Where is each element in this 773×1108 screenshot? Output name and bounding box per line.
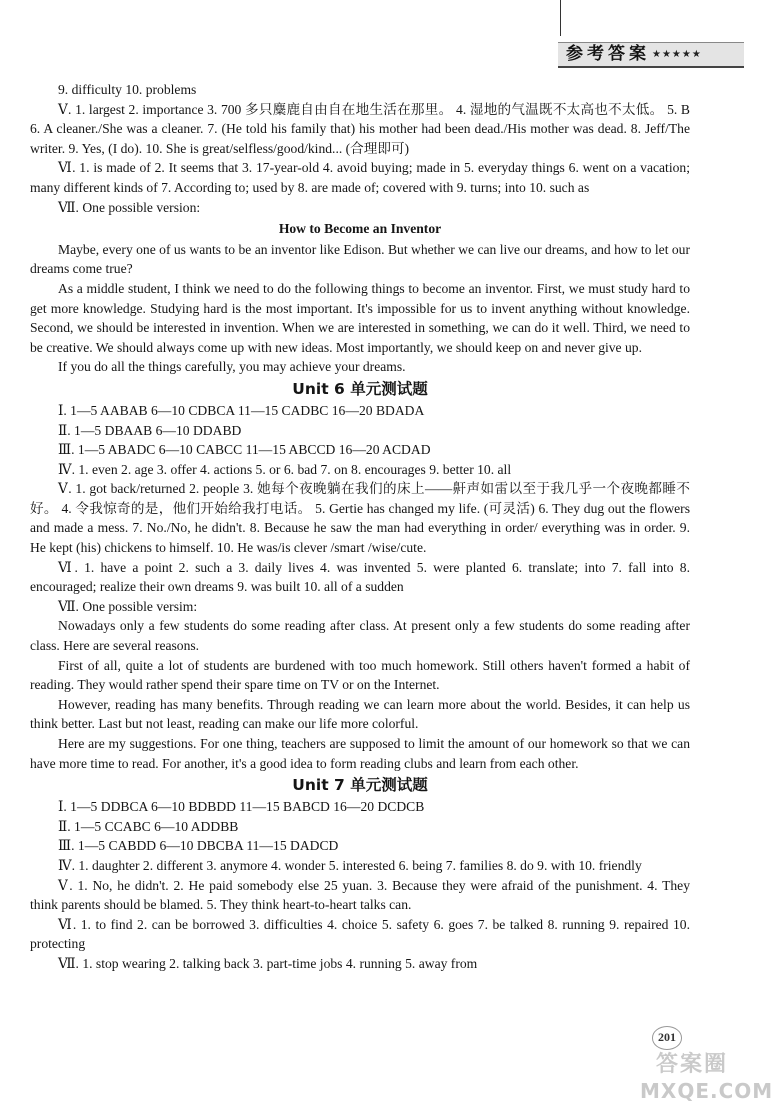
answer-section: Ⅶ. One possible versim:: [58, 598, 198, 614]
answer-section: Ⅴ. 1. No, he didn't. 2. He paid somebody else 25 yuan. 3. Because they were afraid of the punishment. 4. They think parents should be blamed. 5. They think heart-to-heart talks can.: [30, 877, 690, 913]
answer-content: [30, 80, 690, 974]
essay-title: How to Become an Inventor: [278, 221, 442, 237]
essay-paragraph: If you do all the things carefully, you may achieve your dreams.: [58, 359, 406, 375]
answer-section: Ⅰ. 1—5 AABAB 6—10 CDBCA 11—15 CADBC 16—20 BDADA: [58, 402, 425, 418]
answer-section: Ⅱ. 1—5 CCABC 6—10 ADDBB: [58, 818, 239, 834]
unit-title: Unit 7 单元测试题: [292, 776, 428, 795]
answer-section: Ⅴ. 1. got back/returned 2. people 3. 她每个夜晚躺在我们的床上——鼾声如雷以至于我几乎一个夜晚都睡不好。 4. 令我惊奇的是，他们开始给我打电话。 5. Gertie has changed my life. (可灵活) 6. They dug out the flowers and made a mess. 7. No./No, he didn't. 8. Because he saw the man had everything in order/ everything was in order. 9. He kept (his) chickens to himself. 10. He was/is clever /smart /wise/cute.: [30, 481, 690, 556]
star-rating-icon: ★★★★★: [652, 48, 702, 60]
answer-section: Ⅶ. 1. stop wearing 2. talking back 3. part-time jobs 4. running 5. away from: [58, 955, 478, 971]
answer-section: Ⅶ. One possible version:: [58, 199, 201, 215]
essay-paragraph: However, reading has many benefits. Through reading we can learn more about the world. Besides, it can help us think better. Last but not least, reading can make our life more colorful.: [30, 696, 690, 732]
answer-section: Ⅰ. 1—5 DDBCA 6—10 BDBDD 11—15 BABCD 16—20 DCDCB: [58, 799, 425, 815]
answer-section: Ⅵ. 1. have a point 2. such a 3. daily lives 4. was invented 5. were planted 6. translate; into 7. fall into 8. encouraged; realize their own dreams 9. was built 10. all of a sudden: [30, 559, 690, 595]
header-badge: [558, 42, 744, 68]
answer-section: Ⅱ. 1—5 DBAAB 6—10 DDABD: [58, 422, 242, 438]
essay-paragraph: Maybe, every one of us wants to be an inventor like Edison. But whether we can live our dreams, and how to let our dreams come true?: [30, 241, 690, 277]
answer-section: Ⅵ. 1. is made of 2. It seems that 3. 17-year-old 4. avoid buying; made in 5. everyday things 6. went on a vacation; many different kinds of 7. According to; used by 8. are made of; covered with 9. turns; into 10. such as: [30, 160, 690, 195]
unit-title: Unit 6 单元测试题: [292, 379, 428, 398]
watermark-cn: 答案圈: [655, 1052, 728, 1077]
essay-paragraph: As a middle student, I think we need to do the following things to become an inventor. First, we must study hard to get more knowledge. Studying hard is the most important. It's impossible for us to invent anything without knowledge. Second, we should be interested in invention. When we are interested in something, we can do it well. Third, we need to be creative. We should always come up with new ideas. Most importantly, we should keep on and never give up.: [30, 280, 690, 355]
watermark-en: MXQE.COM: [640, 1079, 773, 1103]
answer-section: Ⅲ. 1—5 ABADC 6—10 CABCC 11—15 ABCCD 16—20 ACDAD: [58, 442, 431, 458]
answer-section: Ⅲ. 1—5 CABDD 6—10 DBCBA 11—15 DADCD: [58, 838, 339, 854]
essay-paragraph: Here are my suggestions. For one thing, teachers are supposed to limit the amount of our homework so that we can have more time to read. For another, it's a good idea to form reading clubs and learn from each other.: [30, 736, 690, 771]
answer-section: Ⅳ. 1. daughter 2. different 3. anymore 4. wonder 5. interested 6. being 7. families 8. do 9. with 10. friendly: [58, 857, 642, 873]
essay-paragraph: Nowadays only a few students do some reading after class. At present only a few students do some reading after class. Here are several reasons.: [30, 618, 690, 654]
watermark: [640, 1052, 773, 1104]
answer-section: Ⅵ. 1. to find 2. can be borrowed 3. difficulties 4. choice 5. safety 6. goes 7. be talked 8. running 9. repaired 10. protecting: [30, 916, 690, 952]
answer-section: Ⅳ. 1. even 2. age 3. offer 4. actions 5. or 6. bad 7. on 8. encourages 9. better 10. all: [58, 461, 512, 477]
header-title: 参考答案: [566, 43, 650, 64]
answer-section: Ⅴ. 1. largest 2. importance 3. 700 多只麋鹿自由自在地生活在那里。 4. 湿地的气温既不太高也不太低。 5. B 6. A cleaner./She was a cleaner. 7. (He told his family that) his mother had been dead./His mother was dead. 8. Jeff/The writer. 9. Yes, (I do). 10. She is great/selfless/good/kind... (合理即可): [30, 101, 690, 156]
page-number: 201: [652, 1026, 682, 1050]
essay-paragraph: First of all, quite a lot of students are burdened with too much homework. Still others haven't formed a habit of reading. They would rather spend their spare time on TV or on the Internet.: [30, 657, 690, 693]
answer-line: 9. difficulty 10. problems: [58, 82, 197, 97]
header-edge-line: [560, 0, 561, 36]
